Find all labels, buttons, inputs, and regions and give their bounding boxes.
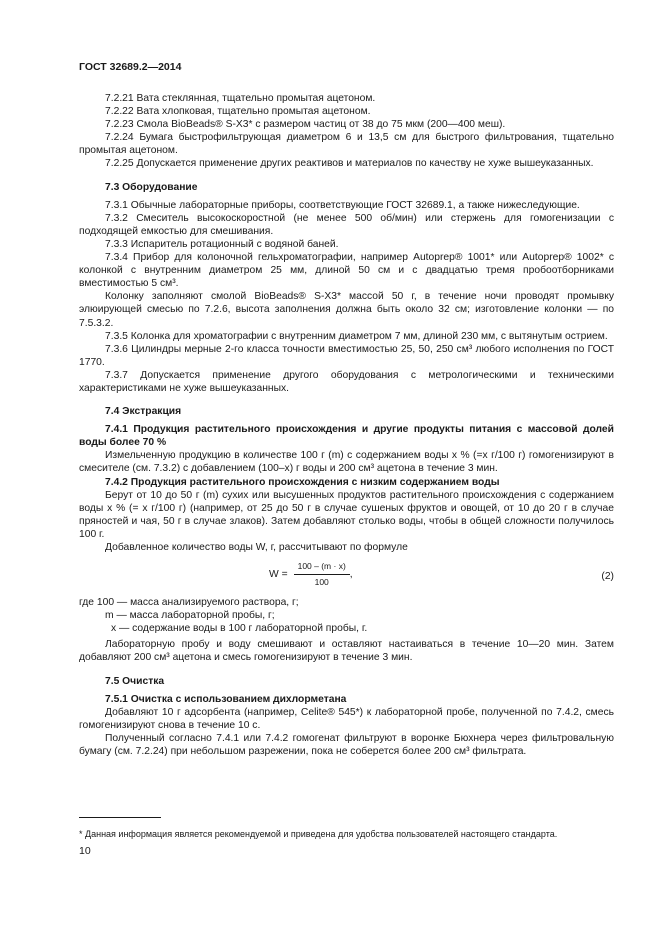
paragraph-formula-intro: Добавленное количество воды W, г, рассчитывают по формуле	[105, 542, 408, 553]
formula-trail: ,	[349, 569, 353, 581]
page-number: 10	[79, 845, 91, 857]
paragraph-filtering: Полученный согласно 7.4.1 или 7.4.2 гомогенат фильтруют в воронке Бюхнера через фильтровальную бумагу (см. 7.2.24) при небольшом разрежении, пока не соберется более 200 см³ фильтрата.	[79, 732, 614, 758]
paragraph-7-3-1: 7.3.1 Обычные лабораторные приборы, соответствующие ГОСТ 32689.1, а также нижеследующие.	[105, 199, 580, 211]
section-heading-7-4: 7.4 Экстракция	[105, 406, 182, 418]
paragraph-7-2-21: 7.2.21 Вата стеклянная, тщательно промытая ацетоном.	[105, 93, 376, 104]
paragraph-mixing: Лабораторную пробу и воду смешивают и оставляют настаиваться в течение 10—20 мин. Затем добавляют 200 см³ ацетона и смесь гомогенизируют в течение 3 мин.	[79, 639, 614, 664]
paragraph-7-3-6: 7.3.6 Цилиндры мерные 2-го класса точности вместимостью 25, 50, 250 см³ любого исполнения по ГОСТ 1770.	[79, 343, 614, 368]
paragraph-7-3-2: 7.3.2 Смеситель высокоскоростной (не менее 500 об/мин) или стержень для гомогенизации с подходящей емкостью для смешивания.	[79, 212, 614, 237]
formula-numerator: 100 – (m · x)	[294, 560, 350, 575]
formula-fraction	[294, 560, 350, 589]
formula-denominator: 100	[314, 577, 329, 588]
section-heading-7-3: 7.3 Оборудование	[105, 181, 198, 193]
paragraph-column-filling: Колонку заполняют смолой BioBeads® S-X3* массой 50 г, в течение ночи проводят промывку элюирующей смесью по 7.2.6, высота заполнения должна быть около 32 см; изготовление колонки — по 7.5.3.2.	[79, 291, 614, 329]
subsection-heading-7-4-1: 7.4.1 Продукция растительного происхождения и другие продукты питания с массовой долей воды более 70 %	[79, 424, 614, 449]
paragraph-adsorbent: Добавляют 10 г адсорбента (например, Celite® 545*) к лабораторной пробе, полученной по 7.4.2, смесь гомогенизируют снова в течение 10 с.	[79, 706, 614, 731]
main-content	[79, 92, 614, 758]
paragraph-7-2-22: 7.2.22 Вата хлопковая, тщательно промытая ацетоном.	[105, 106, 371, 118]
paragraph-7-3-3: 7.3.3 Испаритель ротационный с водяной баней.	[105, 238, 339, 250]
paragraph-7-3-5: 7.3.5 Колонка для хроматографии с внутренним диаметром 7 мм, длиной 230 мм, с вытянутым острием.	[105, 330, 608, 342]
where-clause-m: m — масса лабораторной пробы, г;	[105, 610, 275, 622]
formula-number: (2)	[601, 571, 614, 583]
where-clause-100: где 100 — масса анализируемого раствора, г;	[79, 597, 299, 609]
formula-lhs: W =	[269, 569, 288, 581]
paragraph-7-2-25: 7.2.25 Допускается применение других реактивов и материалов по качеству не хуже вышеуказанных.	[105, 158, 594, 170]
footnote-divider	[79, 817, 161, 818]
paragraph-7-3-4: 7.3.4 Прибор для колоночной гельхроматографии, например Autoprep® 1001* или Autoprep® 1002* с колонкой с внутренним диаметром 25 мм, длиной 50 см и с двадцатью тремя пробоотборниками вместимостью 5 см³.	[79, 252, 614, 290]
subsection-heading-7-5-1: 7.5.1 Очистка с использованием дихлорметана	[105, 693, 347, 705]
footnote: * Данная информация является рекомендуемой и приведена для удобства пользователей настоящего стандарта.	[79, 829, 558, 839]
where-clause-x: x — содержание воды в 100 г лабораторной пробы, г.	[111, 623, 368, 635]
document-header: ГОСТ 32689.2—2014	[79, 61, 182, 73]
formula-block	[79, 556, 614, 594]
paragraph-7-2-24: 7.2.24 Бумага быстрофильтрующая диаметром 6 и 13,5 см для быстрого фильтрования, тщательно промытая ацетоном.	[79, 132, 614, 157]
formula	[269, 560, 353, 589]
paragraph-7-4-2-text: Берут от 10 до 50 г (m) сухих или высушенных продуктов растительного происхождения с содержанием воды x % (= x г/100 г) (например, от 25 до 50 г в случае сушеных фруктов и овощей, от 10 до 20 г в случае пряностей и чая, 50 г в случае злаков). Затем добавляют столько воды, чтобы в общей сложности получилось 100 г.	[79, 489, 614, 540]
subsection-heading-7-4-2: 7.4.2 Продукция растительного происхождения с низким содержанием воды	[105, 476, 500, 488]
paragraph-7-3-7: 7.3.7 Допускается применение другого оборудования с метрологическими и техническими характеристиками не хуже вышеуказанных.	[79, 369, 614, 394]
section-heading-7-5: 7.5 Очистка	[105, 675, 165, 687]
paragraph-7-2-23: 7.2.23 Смола BioBeads® S-X3* с размером частиц от 38 до 75 мкм (200—400 меш).	[105, 119, 506, 131]
paragraph-7-4-1-text: Измельченную продукцию в количестве 100 г (m) с содержанием воды x % (=x г/100 г) гомогенизируют в смесителе (см. 7.3.2) с добавлением (100–x) г воды и 200 см³ ацетона в течение 3 мин.	[79, 450, 614, 475]
